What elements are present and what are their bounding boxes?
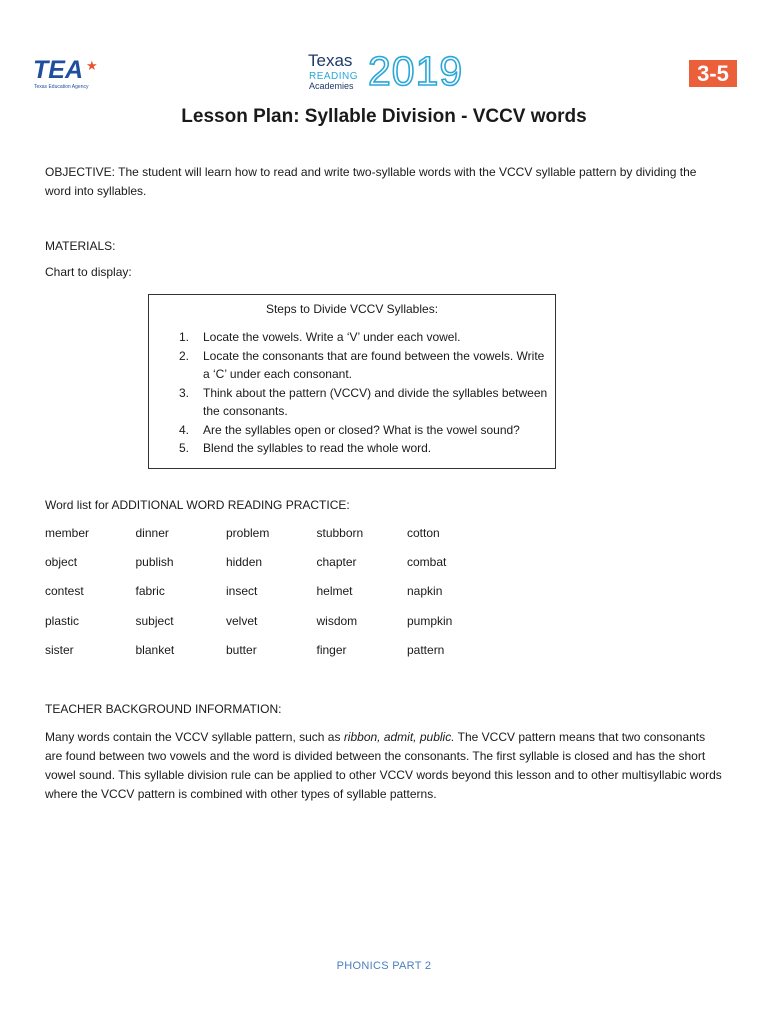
step-text: Blend the syllables to read the whole word. <box>203 441 432 455</box>
word-row <box>45 612 505 641</box>
materials-label: MATERIALS: <box>45 239 116 253</box>
word-cell: object <box>45 555 78 570</box>
word-cell: velvet <box>226 613 258 628</box>
tea-logo-subtitle: Texas Education Agency <box>34 84 89 90</box>
word-cell: cotton <box>407 526 440 540</box>
word-cell: finger <box>316 642 347 657</box>
chart-label: Chart to display: <box>45 265 132 279</box>
word-cell: helmet <box>316 584 353 599</box>
word-cell: problem <box>226 526 270 540</box>
reading-academies-logo <box>306 48 481 94</box>
page-footer: PHONICS PART 2 <box>336 960 432 972</box>
word-cell: napkin <box>407 584 443 599</box>
background-examples: ribbon, admit, public. <box>343 730 455 744</box>
step-item <box>179 347 549 384</box>
step-number: 2. <box>179 348 190 363</box>
background-label: TEACHER BACKGROUND INFORMATION: <box>45 702 282 716</box>
word-cell: hidden <box>226 555 263 570</box>
word-cell: dinner <box>135 526 169 540</box>
step-text: Locate the consonants that are found between the vowels. Write a ‘C’ under each consonant. <box>203 348 545 381</box>
step-number: 5. <box>179 441 190 455</box>
background-paragraph <box>45 728 725 804</box>
word-cell: stubborn <box>316 526 364 540</box>
academy-logo-line3: Academies <box>309 81 354 91</box>
word-cell: plastic <box>45 613 80 628</box>
step-text: Are the syllables open or closed? What is the vowel sound? <box>203 422 520 437</box>
tea-logo-word: TEA <box>33 56 83 84</box>
word-cell: subject <box>135 613 174 628</box>
step-text: Think about the pattern (VCCV) and divide the syllables between the consonants. <box>203 385 548 418</box>
word-cell: contest <box>45 584 84 599</box>
word-row <box>45 524 505 553</box>
academy-logo-year: 2019 <box>368 48 464 94</box>
grade-badge: 3-5 <box>689 60 737 87</box>
step-number: 4. <box>179 422 190 437</box>
step-text: Locate the vowels. Write a ‘V’ under each vowel. <box>203 330 461 344</box>
word-cell: pattern <box>407 642 445 657</box>
step-number: 1. <box>179 330 190 344</box>
word-cell: blanket <box>135 642 175 657</box>
academy-logo-line2: READING <box>309 71 359 82</box>
word-cell: publish <box>135 555 174 570</box>
word-list-label: Word list for ADDITIONAL WORD READING PRACTICE: <box>45 498 350 512</box>
word-row <box>45 553 505 582</box>
word-row <box>45 582 505 611</box>
word-cell: butter <box>226 642 257 657</box>
steps-chart-box <box>148 294 556 469</box>
word-cell: fabric <box>135 584 165 599</box>
star-icon: ★ <box>86 58 98 73</box>
steps-list <box>179 328 549 458</box>
word-cell: combat <box>407 555 447 570</box>
objective-text: OBJECTIVE: The student will learn how to read and write two-syllable words with the VCCV syllable pattern by dividing the word into syllables. <box>45 165 697 198</box>
page-title: Lesson Plan: Syllable Division - VCCV words <box>181 106 587 127</box>
step-number: 3. <box>179 385 190 400</box>
tea-logo <box>30 58 110 94</box>
background-text-rest: The VCCV pattern means that two consonants are found between two vowels and the word is divided between the consonants. The first syllable is closed and has the short vowel sound. This syllable division rule can be applied to other VCCV words beyond this lesson and to other multisyllabic words where the VCCV pattern is combined with other types of syllable patterns. <box>45 730 722 801</box>
step-item <box>179 439 549 458</box>
steps-title: Steps to Divide VCCV Syllables: <box>265 302 439 316</box>
word-cell: pumpkin <box>407 613 453 628</box>
step-item <box>179 384 549 421</box>
step-item <box>179 421 549 440</box>
word-list-grid <box>45 524 505 670</box>
step-item <box>179 328 549 347</box>
academy-logo-line1: Texas <box>308 51 353 70</box>
word-cell: insect <box>226 584 258 599</box>
word-cell: wisdom <box>316 613 358 628</box>
background-text-start: Many words contain the VCCV syllable pattern, such as <box>45 730 344 744</box>
word-cell: sister <box>45 642 74 657</box>
word-row <box>45 641 505 670</box>
word-cell: chapter <box>316 555 357 570</box>
word-cell: member <box>45 526 90 540</box>
